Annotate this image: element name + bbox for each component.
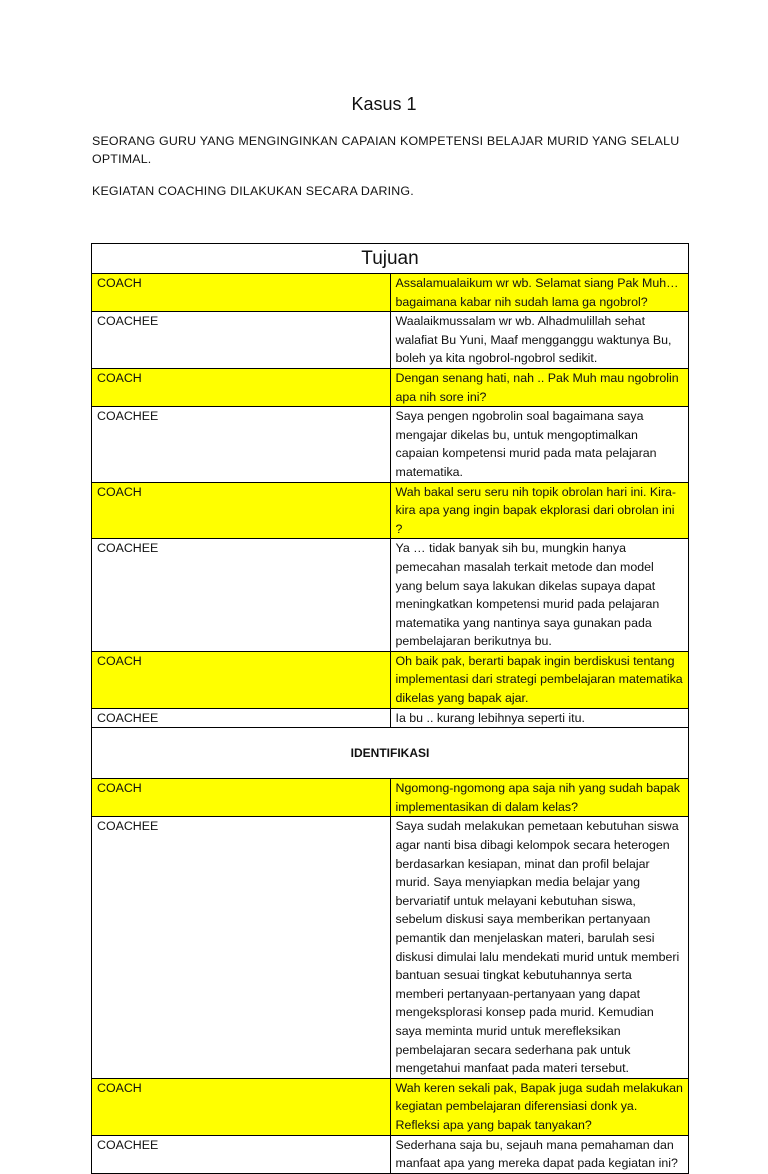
utterance-text: Wah keren sekali pak, Bapak juga sudah melakukan kegiatan pembelajaran diferensiasi donk ya. Refleksi apa yang bapak tanyakan? (390, 1078, 689, 1135)
coaching-mode-note: KEGIATAN COACHING DILAKUKAN SECARA DARING. (92, 184, 414, 198)
case-description: SEORANG GURU YANG MENGINGINKAN CAPAIAN KOMPETENSI BELAJAR MURID YANG SELALU OPTIMAL. (92, 134, 680, 166)
utterance-text: Dengan senang hati, nah .. Pak Muh mau ngobrolin apa nih sore ini? (390, 368, 689, 406)
coach-row (92, 651, 689, 708)
section-heading: IDENTIFIKASI (92, 728, 689, 779)
speaker-label: COACHEE (92, 1135, 391, 1173)
speaker-label: COACH (92, 482, 391, 539)
coach-row (92, 368, 689, 406)
utterance-text: Oh baik pak, berarti bapak ingin berdiskusi tentang implementasi dari strategi pembelajaran matematika dikelas yang bapak ajar. (390, 651, 689, 708)
speaker-label: COACH (92, 274, 391, 312)
speaker-label: COACH (92, 368, 391, 406)
speaker-label: COACH (92, 1078, 391, 1135)
utterance-text: Saya sudah melakukan pemetaan kebutuhan siswa agar nanti bisa dibagi kelompok secara heterogen berdasarkan kesiapan, minat dan profil belajar murid. Saya menyiapkan media belajar yang bervariatif untuk melayani kebutuhan siswa, sebelum diskusi saya memberikan pertanyaan pemantik dan menjelaskan materi, barulah sesi diskusi dimulai lalu mendekati murid untuk memberi bantuan sesuai tingkat kebutuhannya serta memberi pertanyaan-pertanyaan yang dapat mengeksplorasi konsep pada murid. Kemudian saya meminta murid untuk merefleksikan pembelajaran secara sederhana pak untuk mengetahui manfaat pada materi tersebut. (390, 817, 689, 1078)
utterance-text: Wah bakal seru seru nih topik obrolan hari ini. Kira-kira apa yang ingin bapak ekplorasi dari obrolan ini ? (390, 482, 689, 539)
section-row (92, 728, 689, 779)
table-header-tujuan: Tujuan (92, 244, 689, 274)
utterance-text: Ia bu .. kurang lebihnya seperti itu. (390, 708, 689, 728)
speaker-label: COACHEE (92, 708, 391, 728)
utterance-text: Saya pengen ngobrolin soal bagaimana saya mengajar dikelas bu, untuk mengoptimalkan capaian kompetensi murid pada mata pelajaran matematika. (390, 407, 689, 482)
speaker-label: COACH (92, 779, 391, 817)
coachee-row (92, 312, 689, 369)
coach-row (92, 1078, 689, 1135)
utterance-text: Sederhana saja bu, sejauh mana pemahaman dan manfaat apa yang mereka dapat pada kegiatan ini? (390, 1135, 689, 1173)
utterance-text: Assalamualaikum wr wb. Selamat siang Pak Muh… bagaimana kabar nih sudah lama ga ngobrol? (390, 274, 689, 312)
table-header-row (92, 244, 689, 274)
coaching-dialog-table (91, 243, 689, 1174)
coach-row (92, 274, 689, 312)
speaker-label: COACHEE (92, 312, 391, 369)
coachee-row (92, 817, 689, 1078)
coachee-row (92, 708, 689, 728)
utterance-text: Ngomong-ngomong apa saja nih yang sudah bapak implementasikan di dalam kelas? (390, 779, 689, 817)
utterance-text: Waalaikmussalam wr wb. Alhadmulillah sehat walafiat Bu Yuni, Maaf mengganggu waktunya Bu, boleh ya kita ngobrol-ngobrol sedikit. (390, 312, 689, 369)
utterance-text: Ya … tidak banyak sih bu, mungkin hanya pemecahan masalah terkait metode dan model yang belum saya lakukan dikelas supaya dapat meningkatkan kompetensi murid pada pelajaran matematika yang nantinya saya gunakan pada pembelajaran berikutnya bu. (390, 539, 689, 652)
coach-row (92, 779, 689, 817)
speaker-label: COACHEE (92, 817, 391, 1078)
coachee-row (92, 407, 689, 482)
coachee-row (92, 1135, 689, 1173)
page-title: Kasus 1 (351, 94, 417, 114)
speaker-label: COACHEE (92, 539, 391, 652)
speaker-label: COACHEE (92, 407, 391, 482)
speaker-label: COACH (92, 651, 391, 708)
coachee-row (92, 539, 689, 652)
coach-row (92, 482, 689, 539)
